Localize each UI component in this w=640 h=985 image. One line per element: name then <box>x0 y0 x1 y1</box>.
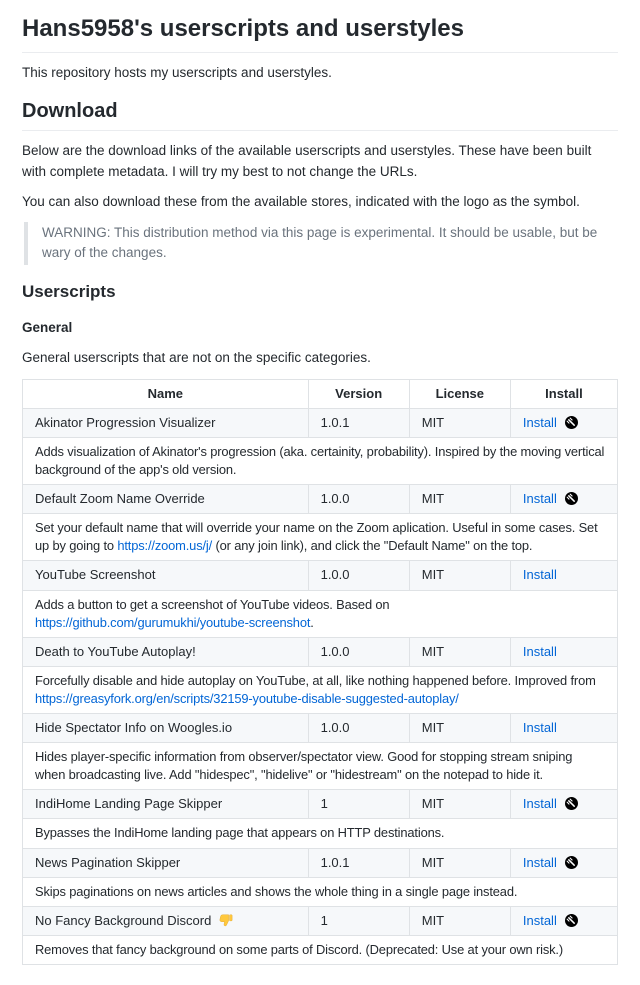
script-name-cell: YouTube Screenshot <box>23 561 309 590</box>
script-license-cell: MIT <box>409 713 510 742</box>
install-link[interactable]: Install <box>522 719 557 735</box>
intro-paragraph: This repository hosts my userscripts and userstyles. <box>22 65 332 80</box>
script-license-cell: MIT <box>409 637 510 666</box>
general-description: General userscripts that are not on the specific categories. <box>22 350 371 366</box>
download-paragraph-1: Below are the download links of the available userscripts and userstyles. These have been built with complete metadata. I will try my best to not change the URLs. <box>22 143 592 179</box>
script-description-row <box>23 743 618 790</box>
script-license-cell: MIT <box>409 848 510 877</box>
description-link[interactable]: https://github.com/gurumukhi/youtube-screenshot <box>35 614 311 630</box>
general-subheading: General <box>22 320 73 335</box>
warning-blockquote <box>24 222 618 265</box>
script-description-row <box>23 514 618 561</box>
thumbs-down-emoji <box>219 913 233 927</box>
script-version-cell: 1.0.0 <box>308 637 409 666</box>
warning-text: WARNING: This distribution method via this page is experimental. It should be usable, but be wary of the changes. <box>42 225 598 261</box>
script-description-row <box>23 819 618 848</box>
script-install-cell <box>510 790 617 819</box>
script-row <box>23 713 618 742</box>
column-header-version: Version <box>308 379 409 408</box>
script-install-cell <box>510 713 617 742</box>
script-install-cell <box>510 561 617 590</box>
install-link[interactable]: Install <box>522 491 557 506</box>
userscripts-table-body <box>23 408 618 964</box>
script-install-cell <box>510 637 617 666</box>
script-description-cell: Bypasses the IndiHome landing page that appears on HTTP destinations. <box>23 819 618 848</box>
script-license-cell: MIT <box>409 408 510 437</box>
script-row <box>23 906 618 935</box>
script-description-cell: Set your default name that will override your name on the Zoom aplication. Useful in some cases. Set up by going to https://zoom.us/j/ (or any join link), and click the "Default Name" on the top. <box>23 514 618 561</box>
userscripts-table <box>22 379 618 966</box>
script-install-cell <box>510 848 617 877</box>
script-version-cell: 1 <box>308 790 409 819</box>
script-version-cell: 1.0.0 <box>308 485 409 514</box>
greasyfork-icon[interactable] <box>565 492 578 505</box>
script-version-cell: 1 <box>308 906 409 935</box>
script-install-cell <box>510 408 617 437</box>
script-description-cell: Removes that fancy background on some parts of Discord. (Deprecated: Use at your own risk.) <box>23 935 618 964</box>
greasyfork-icon[interactable] <box>565 914 578 927</box>
script-description-cell: Skips paginations on news articles and shows the whole thing in a single page instead. <box>23 877 618 906</box>
download-heading: Download <box>22 99 618 131</box>
script-description-cell: Hides player-specific information from observer/spectator view. Good for stopping stream sniping when broadcasting live. Add "hidespec", "hidelive" or "hidestream" on the notepad to hide it. <box>23 743 618 790</box>
script-description-row <box>23 437 618 484</box>
table-header-row <box>23 379 618 408</box>
script-name-cell: Hide Spectator Info on Woogles.io <box>23 713 309 742</box>
download-paragraph-2: You can also download these from the available stores, indicated with the logo as the symbol. <box>22 193 580 209</box>
description-link[interactable]: https://zoom.us/j/ <box>117 538 213 554</box>
script-version-cell: 1.0.1 <box>308 848 409 877</box>
script-install-cell <box>510 906 617 935</box>
script-name-cell: News Pagination Skipper <box>23 848 309 877</box>
column-header-license: License <box>409 379 510 408</box>
greasyfork-icon[interactable] <box>565 856 578 869</box>
greasyfork-icon[interactable] <box>565 416 578 429</box>
greasyfork-icon[interactable] <box>565 797 578 810</box>
install-link[interactable]: Install <box>522 414 557 430</box>
script-install-cell <box>510 485 617 514</box>
script-description-cell: Adds a button to get a screenshot of YouTube videos. Based on https://github.com/gurumukhi/youtube-screenshot. <box>23 590 618 637</box>
install-link[interactable]: Install <box>522 796 557 812</box>
script-license-cell: MIT <box>409 561 510 590</box>
page-title: Hans5958's userscripts and userstyles <box>22 14 618 53</box>
script-description-row <box>23 935 618 964</box>
script-description-row <box>23 666 618 713</box>
script-name-cell: No Fancy Background Discord <box>23 906 309 935</box>
script-license-cell: MIT <box>409 790 510 819</box>
userscripts-heading: Userscripts <box>22 281 116 301</box>
script-name-cell: Default Zoom Name Override <box>23 485 309 514</box>
script-license-cell: MIT <box>409 906 510 935</box>
script-description-row <box>23 590 618 637</box>
install-link[interactable]: Install <box>522 854 557 870</box>
script-row <box>23 408 618 437</box>
install-link[interactable]: Install <box>522 567 557 583</box>
column-header-name: Name <box>23 379 309 408</box>
script-name-cell: Death to YouTube Autoplay! <box>23 637 309 666</box>
script-description-cell: Forcefully disable and hide autoplay on YouTube, at all, like nothing happened before. Improved from https://greasyfork.org/en/scripts/32159-youtube-disable-suggested-autoplay/ <box>23 666 618 713</box>
script-version-cell: 1.0.1 <box>308 408 409 437</box>
install-link[interactable]: Install <box>522 912 557 928</box>
script-description-cell: Adds visualization of Akinator's progression (aka. certainity, probability). Inspired by the moving vertical background of the app's old version. <box>23 437 618 484</box>
script-license-cell: MIT <box>409 485 510 514</box>
script-version-cell: 1.0.0 <box>308 713 409 742</box>
script-row <box>23 561 618 590</box>
script-row <box>23 848 618 877</box>
script-row <box>23 790 618 819</box>
script-name-cell: Akinator Progression Visualizer <box>23 408 309 437</box>
description-link[interactable]: https://greasyfork.org/en/scripts/32159-youtube-disable-suggested-autoplay/ <box>35 690 459 706</box>
script-row <box>23 637 618 666</box>
script-version-cell: 1.0.0 <box>308 561 409 590</box>
column-header-install: Install <box>510 379 617 408</box>
install-link[interactable]: Install <box>522 643 557 659</box>
script-name-cell: IndiHome Landing Page Skipper <box>23 790 309 819</box>
script-row <box>23 485 618 514</box>
